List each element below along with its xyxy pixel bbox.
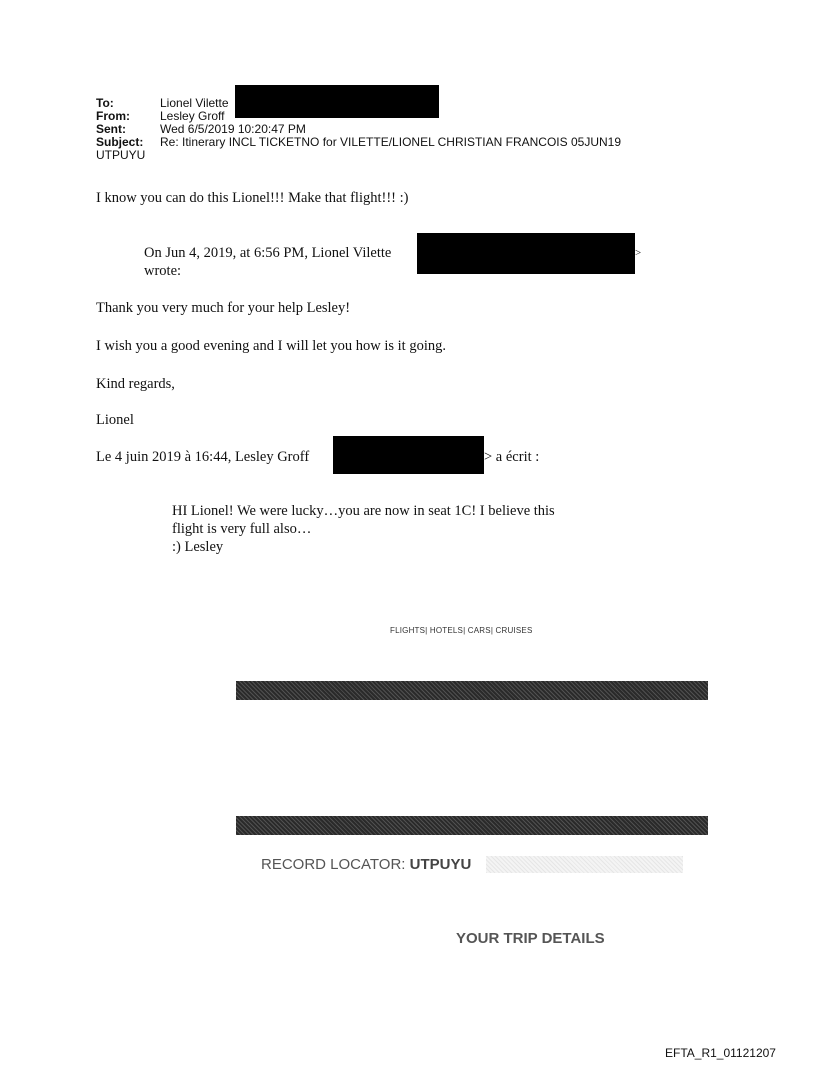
body-thanks: Thank you very much for your help Lesley! [96,300,351,316]
sent-value: Wed 6/5/2019 10:20:47 PM [160,122,306,136]
to-label: To: [96,96,114,110]
nested-line-2: flight is very full also… [172,521,312,537]
subject-label: Subject: [96,135,144,149]
document-id: EFTA_R1_01121207 [665,1046,776,1060]
from-label: From: [96,109,130,123]
record-locator-label: RECORD LOCATOR: [261,856,410,873]
banner-bar-top [236,681,708,700]
redaction-block [417,233,635,274]
body-wish: I wish you a good evening and I will let you how is it going. [96,338,446,354]
quote-header-line-2: wrote: [144,263,182,279]
banner-bar-bottom [236,816,708,835]
nav-links[interactable]: FLIGHTS| HOTELS| CARS| CRUISES [390,626,533,635]
nested-line-3: :) Lesley [172,539,224,555]
quote-header-gt: > [635,247,642,259]
french-header-1: Le 4 juin 2019 à 16:44, Lesley Groff [96,449,310,465]
redaction-block [333,436,484,474]
sent-label: Sent: [96,122,126,136]
to-value: Lionel Vilette [160,96,229,110]
quote-header-line-1: On Jun 4, 2019, at 6:56 PM, Lionel Vilette [144,245,392,261]
body-regards: Kind regards, [96,376,175,392]
record-locator [261,856,471,873]
french-header-2: > a écrit : [484,449,540,465]
subject-wrap-line: UTPUYU [96,148,146,162]
subject-value: Re: Itinerary INCL TICKETNO for VILETTE/LIONEL CHRISTIAN FRANCOIS 05JUN19 [160,135,621,149]
record-locator-value: UTPUYU [409,856,472,873]
redaction-block [235,85,439,118]
nested-line-1: HI Lionel! We were lucky…you are now in seat 1C! I believe this [172,503,555,519]
body-line-1: I know you can do this Lionel!!! Make that flight!!! :) [96,190,409,206]
record-locator-background [486,856,683,873]
body-signature: Lionel [96,412,134,428]
trip-details-heading: YOUR TRIP DETAILS [456,930,605,947]
from-value: Lesley Groff [160,109,225,123]
